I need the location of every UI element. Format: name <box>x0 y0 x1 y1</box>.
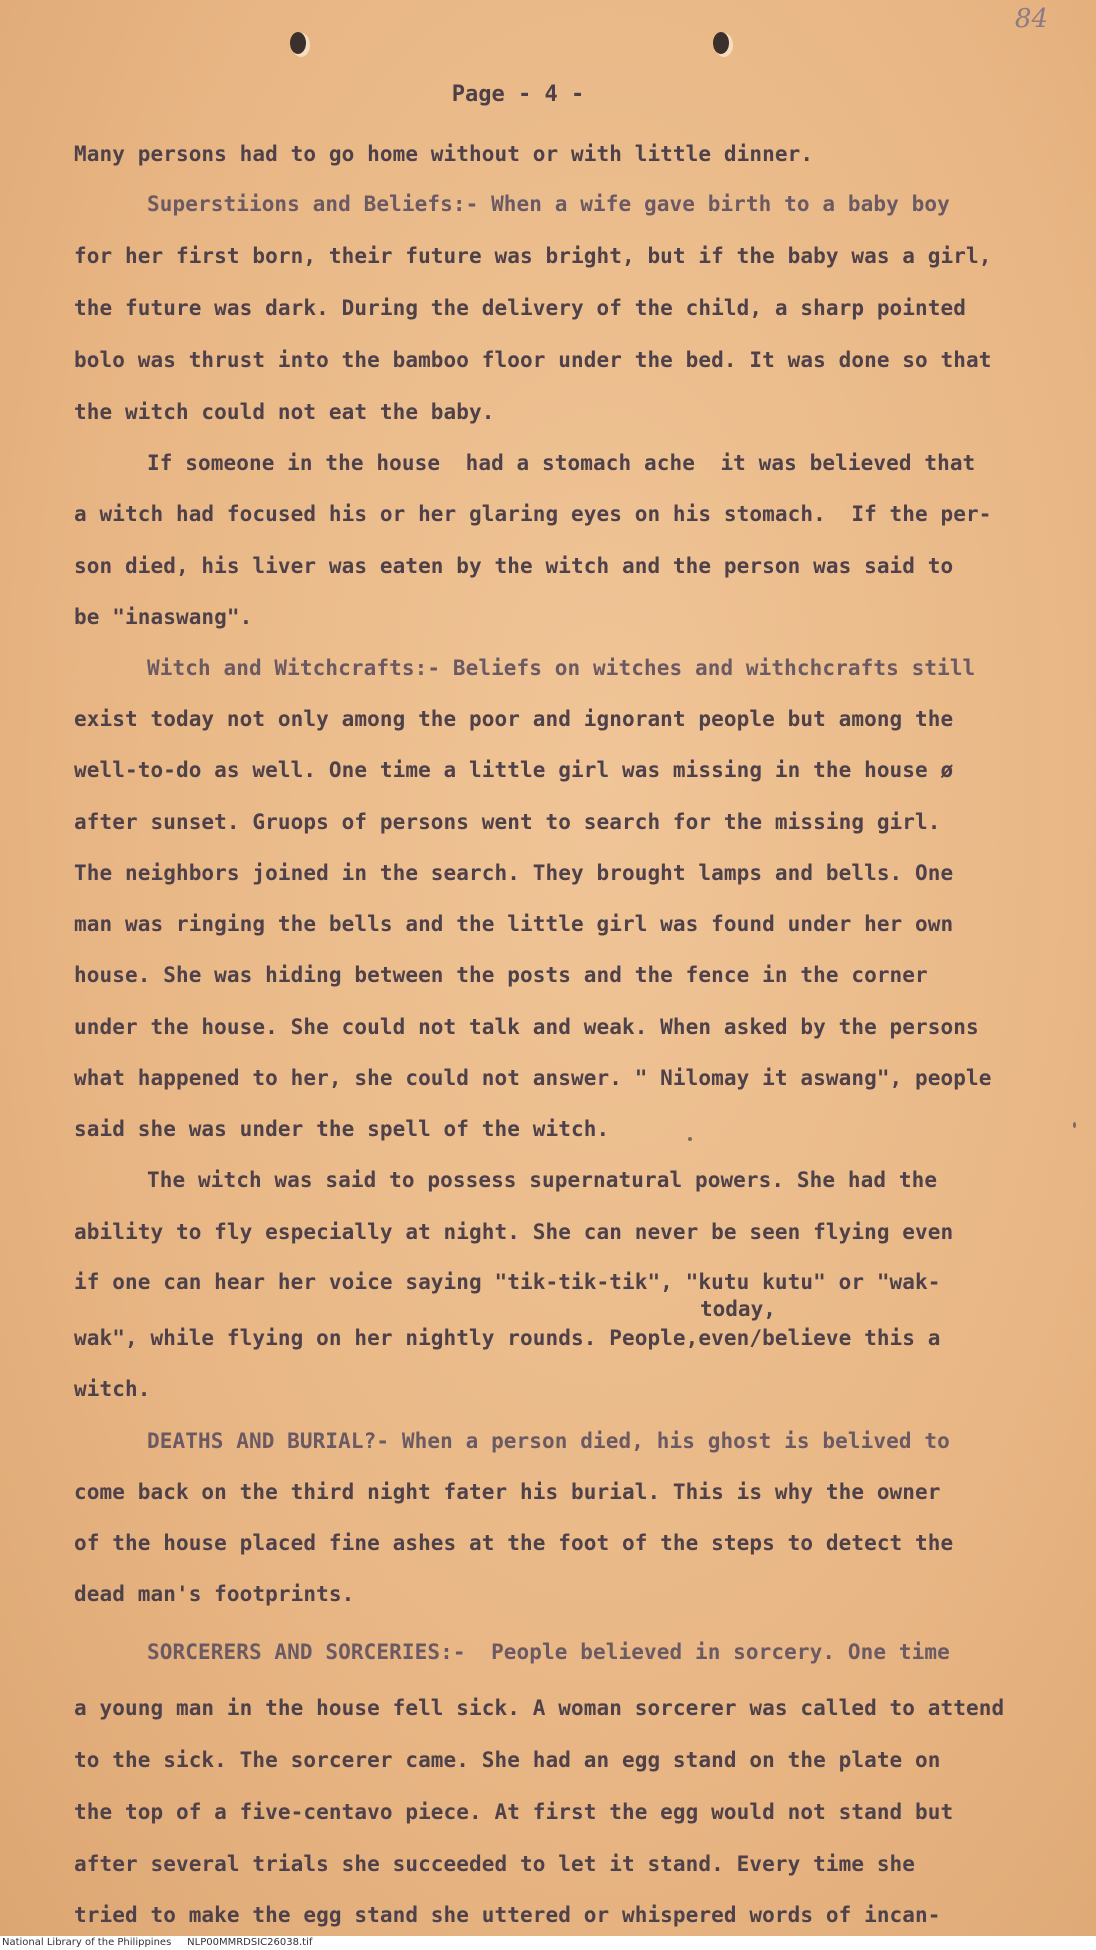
text-line-3: for her first born, their future was bright, but if the baby was a girl, <box>74 244 992 268</box>
text-line-18: under the house. She could not talk and weak. When asked by the persons <box>74 1015 979 1039</box>
punch-hole-left <box>290 32 306 54</box>
text-line-32: to the sick. The sorcerer came. She had an egg stand on the plate on <box>74 1748 941 1772</box>
text-line-13: well-to-do as well. One time a little girl was missing in the house ø <box>74 758 954 782</box>
text-line-25: witch. <box>74 1377 151 1401</box>
ink-speck <box>688 1137 692 1141</box>
text-line-33: the top of a five-centavo piece. At first the egg would not stand but <box>74 1800 954 1824</box>
text-line-23: if one can hear her voice saying "tik-tik-tik", "kutu kutu" or "wak- <box>74 1270 941 1294</box>
page-header <box>0 82 1096 107</box>
text-line-26: DEATHS AND BURIAL?- When a person died, his ghost is belived to <box>147 1429 950 1453</box>
text-line-19: what happened to her, she could not answer. " Nilomay it aswang", people <box>74 1066 992 1090</box>
text-line-31: a young man in the house fell sick. A woman sorcerer was called to attend <box>74 1696 1005 1720</box>
text-line-30: SORCERERS AND SORCERIES:- People believed in sorcery. One time <box>147 1640 950 1664</box>
text-line-35: tried to make the egg stand she uttered or whispered words of incan- <box>74 1903 941 1927</box>
text-line-6: the witch could not eat the baby. <box>74 400 495 424</box>
punch-hole-right <box>713 32 729 54</box>
text-line-10: be "inaswang". <box>74 605 253 629</box>
text-line-21: The witch was said to possess supernatural powers. She had the <box>147 1168 938 1192</box>
text-line-14: after sunset. Gruops of persons went to search for the missing girl. <box>74 810 941 834</box>
text-line-9: son died, his liver was eaten by the witch and the person was said to <box>74 554 954 578</box>
text-line-2: Superstiions and Beliefs:- When a wife gave birth to a baby boy <box>147 192 950 216</box>
text-line-12: exist today not only among the poor and ignorant people but among the <box>74 707 954 731</box>
text-line-29: dead man's footprints. <box>74 1582 355 1606</box>
archive-footer: National Library of the Philippines NLP00MMRDSIC26038.tif <box>0 1936 1096 1950</box>
ink-speck <box>1073 1122 1076 1128</box>
text-line-1: Many persons had to go home without or with little dinner. <box>74 142 814 166</box>
text-line-8: a witch had focused his or her glaring eyes on his stomach. If the per- <box>74 502 992 526</box>
text-line-24: wak", while flying on her nightly rounds. People,even/believe this a <box>74 1326 941 1350</box>
text-line-34: after several trials she succeeded to let it stand. Every time she <box>74 1852 916 1876</box>
text-line-11: Witch and Witchcrafts:- Beliefs on witches and withchcrafts still <box>147 656 976 680</box>
page-header-text: Page - 4 - <box>451 82 585 107</box>
text-line-15: The neighbors joined in the search. They brought lamps and bells. One <box>74 861 954 885</box>
text-line-7: If someone in the house had a stomach ache it was believed that <box>147 451 976 475</box>
handwritten-page-number: 84 <box>1014 4 1048 34</box>
text-line-17: house. She was hiding between the posts and the fence in the corner <box>74 963 928 987</box>
text-line-4: the future was dark. During the delivery of the child, a sharp pointed <box>74 296 967 320</box>
interlinear-insert: today, <box>700 1297 776 1321</box>
text-line-22: ability to fly especially at night. She can never be seen flying even <box>74 1220 954 1244</box>
text-line-27: come back on the third night fater his burial. This is why the owner <box>74 1480 941 1504</box>
text-line-16: man was ringing the bells and the little girl was found under her own <box>74 912 954 936</box>
text-line-5: bolo was thrust into the bamboo floor under the bed. It was done so that <box>74 348 992 372</box>
text-line-20: said she was under the spell of the witch. <box>74 1117 610 1141</box>
text-line-28: of the house placed fine ashes at the foot of the steps to detect the <box>74 1531 954 1555</box>
